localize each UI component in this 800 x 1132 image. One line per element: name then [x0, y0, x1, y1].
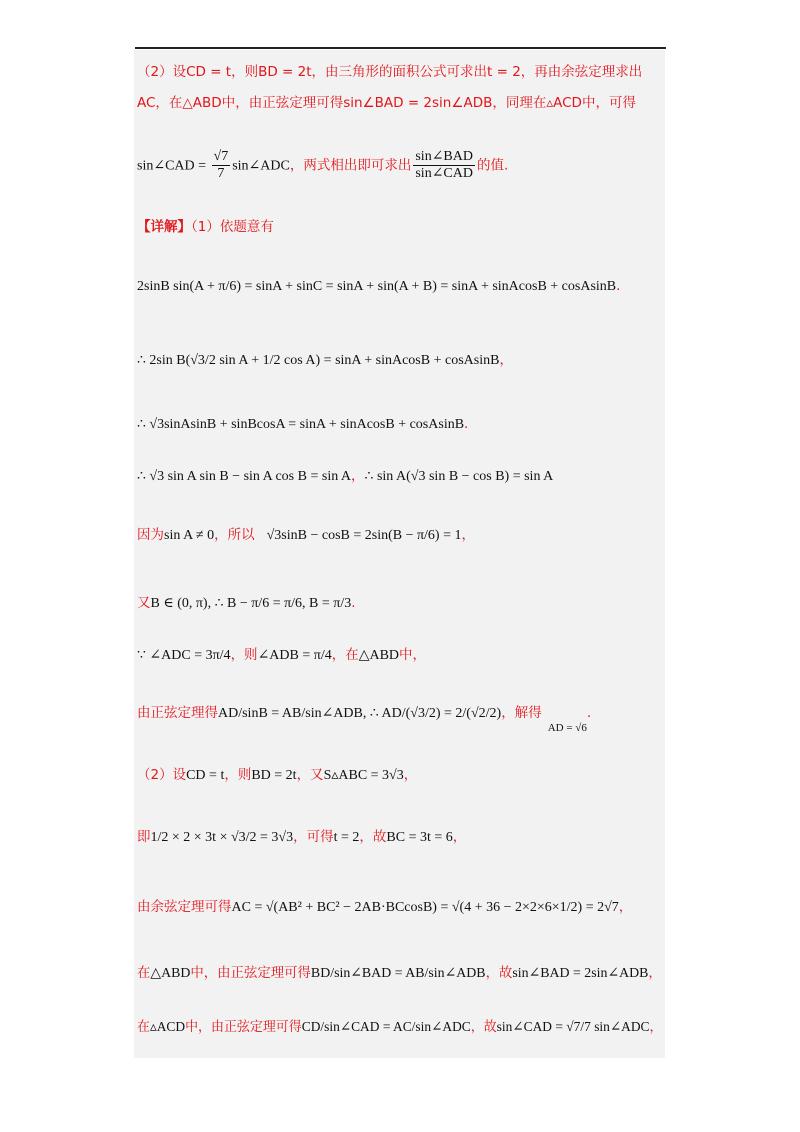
eq4b-text: ∴ sin A(√3 sin B − cos B) = sin A	[364, 469, 554, 484]
adc-in: ，在	[331, 647, 359, 663]
because-line	[137, 528, 475, 543]
abd-math: BD/sin∠BAD = AB/sin∠ADB	[310, 966, 486, 981]
because-pre: 因为	[137, 527, 164, 543]
eq1-end: .	[616, 278, 621, 294]
part2-line	[137, 768, 417, 783]
law-end: .	[586, 705, 592, 721]
p2-cd: CD = t	[186, 768, 225, 783]
abd-tri: △ABD	[150, 966, 191, 981]
ji-line	[137, 830, 466, 845]
acd-so: ，故	[470, 1019, 497, 1035]
eq4-sep: ，	[351, 468, 365, 484]
because-eq: √3sinB − cosB = 2sin(B − π/6) = 1	[266, 528, 462, 543]
p2-then: ，则	[224, 767, 252, 783]
law-math: AD/sinB = AB/sin∠ADB, ∴ AD/(√3/2) = 2/(√2/2)	[218, 706, 502, 721]
solution-heading	[137, 221, 274, 235]
cos-math: AC = √(AB² + BC² − 2AB·BCcosB) = √(4 + 36 − 2×2×6×1/2) = 2√7	[231, 900, 619, 915]
adc-adb: ∠ADB = π/4	[257, 648, 332, 663]
acd-mid: 中，由正弦定理可得	[185, 1019, 302, 1035]
also-pre: 又	[137, 595, 151, 611]
p2-area: S▵ABC = 3√3	[323, 768, 404, 783]
equation-1	[137, 280, 620, 294]
eq4a-text: ∴ √3 sin A sin B − sin A cos B = sin A	[137, 469, 352, 484]
abd-res: sin∠BAD = 2sin∠ADB	[512, 966, 649, 981]
because-post: ，所以	[214, 527, 255, 543]
p2-pre: （2）设	[137, 767, 187, 783]
law-ans: AD = √6	[547, 722, 587, 734]
hint-sin-cad: sin∠CAD =	[137, 158, 210, 174]
law-pre: 由正弦定理得	[137, 705, 218, 721]
eq1-text: 2sinB sin(A + π/6) = sinA + sinC = sinA + sin(A + B) = sinA + sinAcosB + cosAsinB	[137, 279, 617, 294]
cos-end: ，	[618, 899, 633, 915]
hint-text-c: ，两式相出即可求出	[289, 157, 412, 174]
heading-label: 【详解】	[137, 219, 191, 235]
hint-frac-num: √7	[213, 149, 229, 164]
ji-math: 1/2 × 2 × 3t × √3/2 = 3√3	[150, 830, 294, 845]
also-math: B ∈ (0, π), ∴ B − π/6 = π/6, B = π/3	[150, 596, 352, 611]
hint-frac-den: 7	[217, 166, 225, 181]
abd-pre: 在	[137, 965, 151, 981]
because-end: ，	[461, 527, 475, 543]
p2-also: ，又	[296, 767, 324, 783]
hint-frac-sqrt7	[212, 150, 231, 181]
eq3-end: .	[464, 416, 469, 432]
ji-bc: BC = 3t = 6	[386, 830, 453, 845]
abd-end: ，	[648, 965, 662, 981]
abd-mid: 中，由正弦定理可得	[190, 965, 311, 981]
cos-pre: 由余弦定理可得	[137, 899, 232, 915]
acd-math: CD/sin∠CAD = AC/sin∠ADC	[301, 1020, 471, 1035]
because-math: sin A ≠ 0	[164, 528, 215, 543]
ji-mid: ，可得	[293, 829, 334, 845]
equation-4	[137, 470, 553, 484]
abd-line	[137, 966, 662, 981]
hint-text-d: 的值.	[477, 157, 509, 174]
hint-ratio-num: sin∠BAD	[415, 149, 473, 164]
adc-tri: △ABD	[358, 648, 400, 663]
adc-line	[137, 648, 426, 663]
eq3-text: ∴ √3sinAsinB + sinBcosA = sinA + sinAcosB + cosAsinB	[137, 417, 465, 432]
heading-rest: （1）依题意有	[191, 219, 274, 235]
law-line	[137, 705, 592, 734]
equation-2	[137, 354, 513, 368]
acd-pre: 在	[137, 1019, 150, 1035]
hint-sin-adc: sin∠ADC	[232, 158, 290, 174]
hint-line-3	[137, 150, 508, 181]
ji-t: t = 2	[333, 830, 360, 845]
ji-so: ，故	[359, 829, 387, 845]
ji-pre: 即	[137, 829, 151, 845]
acd-end: ，	[649, 1019, 663, 1035]
hint-ratio	[413, 150, 475, 181]
also-line	[137, 596, 356, 611]
law-post: ，解得	[501, 705, 542, 721]
abd-so: ，故	[485, 965, 513, 981]
eq2-end: ，	[499, 352, 513, 368]
also-end: .	[351, 595, 356, 611]
acd-line	[137, 1020, 662, 1035]
header-rule	[135, 47, 666, 49]
hint-line-1: （2）设CD = t，则BD = 2t，由三角形的面积公式可求出t = 2，再由余弦定理求出	[137, 64, 643, 80]
p2-bd: BD = 2t	[251, 768, 297, 783]
adc-math: ∵ ∠ADC = 3π/4	[137, 648, 231, 663]
acd-tri: ▵ACD	[149, 1020, 186, 1035]
hint-line-2: AC，在△ABD中，由正弦定理可得sin∠BAD = 2sin∠ADB，同理在▵ACD中，可得	[137, 95, 636, 111]
adc-then: ，则	[230, 647, 258, 663]
eq2-text: ∴ 2sin B(√3/2 sin A + 1/2 cos A) = sinA + sinAcosB + cosAsinB	[137, 353, 500, 368]
cos-line	[137, 900, 632, 915]
equation-3	[137, 418, 468, 432]
hint-ratio-den: sin∠CAD	[415, 166, 473, 181]
adc-mid: 中，	[399, 647, 427, 663]
acd-res: sin∠CAD = √7/7 sin∠ADC	[496, 1020, 650, 1035]
ji-end: ，	[452, 829, 467, 845]
p2-end: ，	[403, 767, 418, 783]
